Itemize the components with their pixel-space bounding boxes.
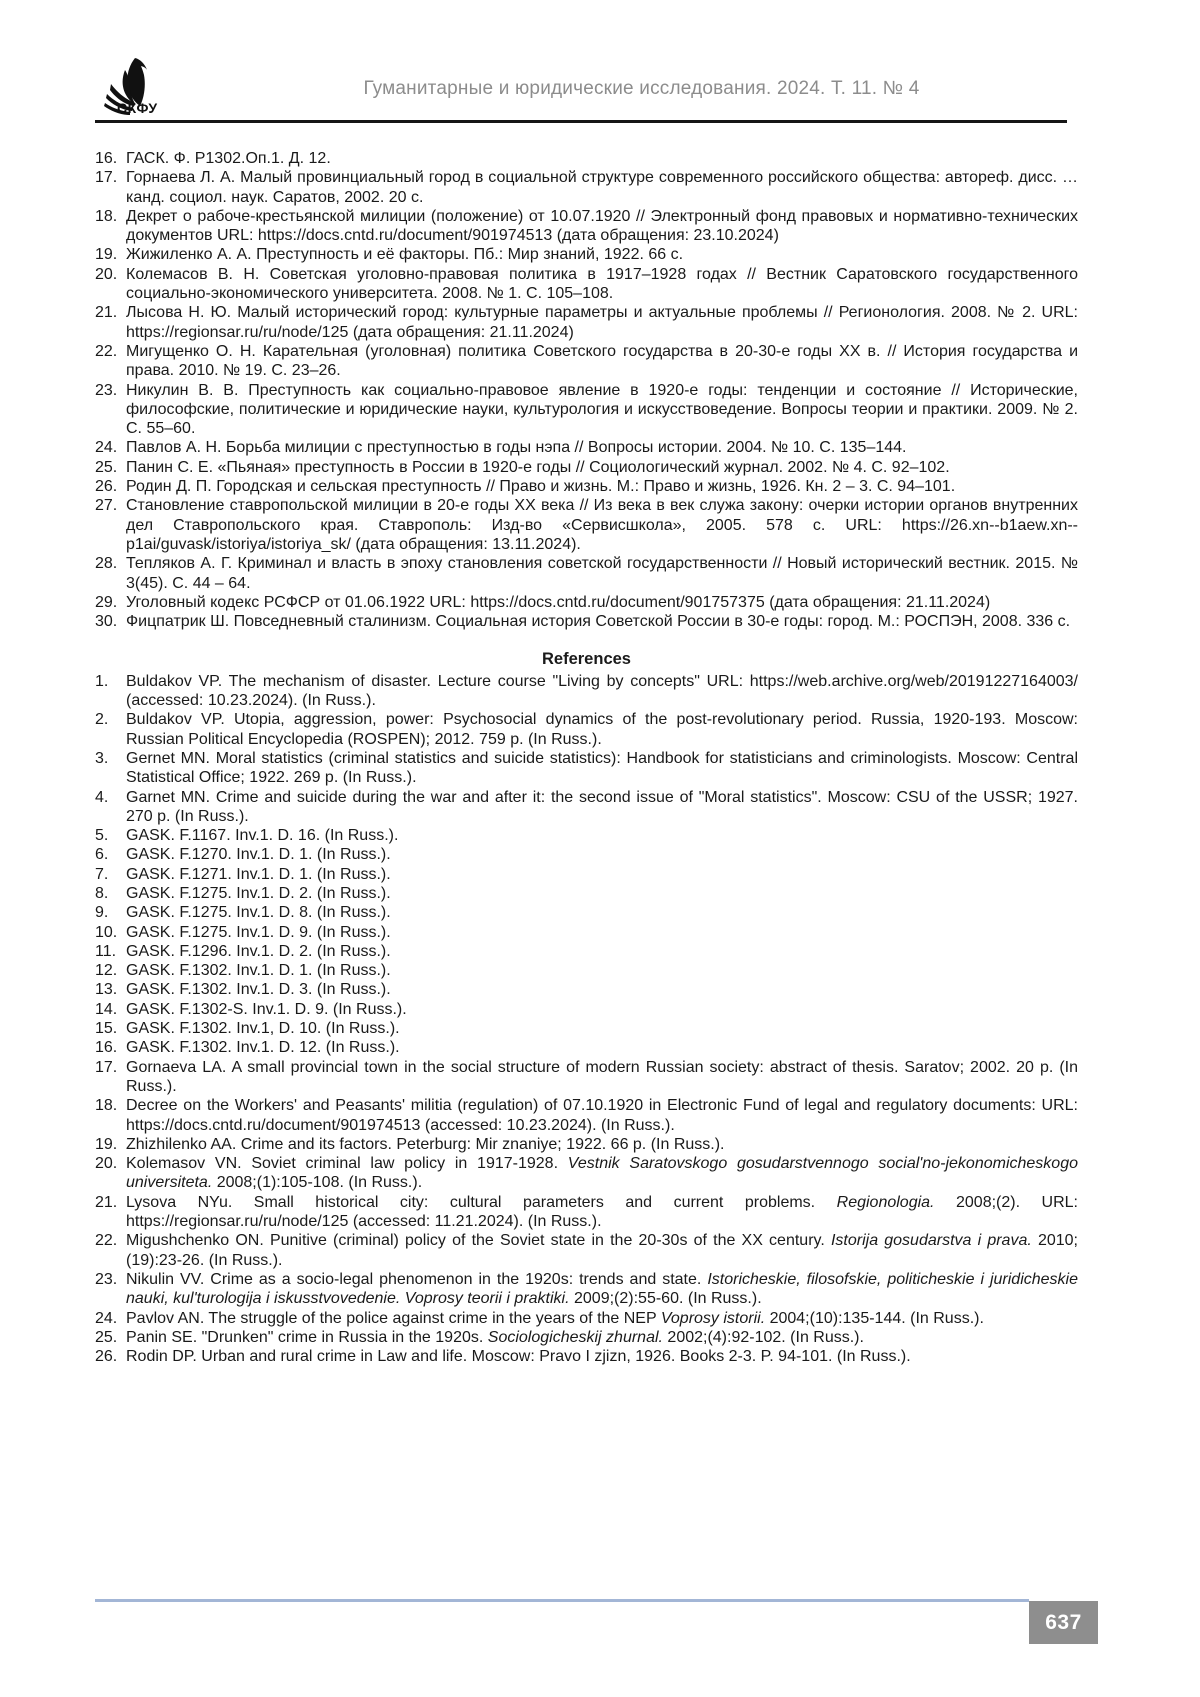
reference-item	[95, 749, 1078, 788]
item-number: 8.	[95, 884, 109, 902]
item-text	[126, 303, 1078, 342]
logo-text: СКФУ	[117, 100, 158, 116]
text-segment: Zhizhilenko AA. Crime and its factors. Peterburg: Mir znaniye; 1922. 66 p. (In Russ.).	[126, 1135, 725, 1153]
item-text	[126, 245, 1078, 264]
text-segment: Gornaeva LA. A small provincial town in the social structure of modern Russian society: abstract of thesis. Saratov; 2002. 20 p. (In Russ.).	[126, 1058, 1078, 1095]
text-segment: 2008;(2). URL: https://regionsar.ru/ru/node/125 (accessed: 11.21.2024). (In Russ.).	[126, 1193, 1078, 1231]
item-number: 19.	[95, 1135, 118, 1153]
item-text	[126, 1096, 1078, 1135]
item-text	[126, 477, 1078, 496]
text-segment: Павлов А. Н. Борьба милиции с преступностью в годы нэпа // Вопросы истории. 2004. № 10. С. 135–144.	[126, 439, 907, 457]
text-segment: GASK. F.1275. Inv.1. D. 8. (In Russ.).	[126, 904, 391, 922]
reference-item	[95, 496, 1078, 554]
item-number: 1.	[95, 672, 109, 690]
item-number: 20.	[95, 1155, 118, 1173]
reference-item	[95, 593, 1078, 612]
reference-item	[95, 788, 1078, 827]
item-number: 17.	[95, 169, 118, 187]
reference-item	[95, 942, 1078, 961]
reference-item	[95, 980, 1078, 999]
item-number: 6.	[95, 846, 109, 864]
text-segment: Garnet MN. Crime and suicide during the war and after it: the second issue of "Moral statistics". Moscow: CSU of the USSR; 1927. 270 p. (In Russ.).	[126, 788, 1078, 825]
page-number: 637	[1045, 1610, 1082, 1634]
item-text	[126, 826, 1078, 845]
item-number: 23.	[95, 1270, 118, 1288]
text-segment: 2009;(2):55-60. (In Russ.).	[569, 1290, 762, 1308]
journal-name-italic: Sociologicheskij zhurnal.	[487, 1328, 663, 1346]
item-number: 28.	[95, 555, 118, 573]
item-text	[126, 865, 1078, 884]
item-number: 7.	[95, 865, 109, 883]
item-text	[126, 593, 1078, 612]
text-segment: GASK. F.1270. Inv.1. D. 1. (In Russ.).	[126, 846, 391, 864]
text-segment: Лысова Н. Ю. Малый исторический город: культурные параметры и актуальные проблемы // Регионология. 2008. № 2. URL: https://regionsar.ru/ru/node/125 (дата обращения: 21.11.2024)	[126, 304, 1078, 341]
item-text	[126, 612, 1078, 631]
text-segment: GASK. F.1302. Inv.1. D. 12. (In Russ.).	[126, 1039, 400, 1057]
item-text	[126, 1309, 1078, 1328]
item-number: 21.	[95, 1193, 118, 1211]
reference-item	[95, 342, 1078, 381]
item-number: 19.	[95, 246, 118, 264]
item-number: 25.	[95, 1328, 118, 1346]
text-segment: GASK. F.1302-S. Inv.1. D. 9. (In Russ.).	[126, 1000, 407, 1018]
reference-item	[95, 884, 1078, 903]
item-number: 15.	[95, 1020, 118, 1038]
reference-item	[95, 672, 1078, 711]
item-text	[126, 265, 1078, 304]
text-segment: Buldakov VP. Utopia, aggression, power: Psychosocial dynamics of the post-revolutionary period. Russia, 1920-193. Moscow: Russian Political Encyclopedia (ROSPEN); 2012. 759 p. (In Russ.).	[126, 711, 1078, 748]
footer-divider	[95, 1599, 1029, 1602]
header-divider	[95, 120, 1067, 123]
reference-item	[95, 207, 1078, 246]
text-segment: Декрет о рабоче-крестьянской милиции (положение) от 10.07.1920 // Электронный фонд правовых и нормативно-технических документов URL: https://docs.cntd.ru/document/901974513 (дата обращения: 23.10.2024)	[126, 207, 1078, 245]
text-segment: GASK. F.1167. Inv.1. D. 16. (In Russ.).	[126, 827, 399, 845]
item-number: 12.	[95, 962, 118, 980]
item-text	[126, 1270, 1078, 1309]
reference-item	[95, 1328, 1078, 1347]
item-text	[126, 149, 1078, 168]
text-segment: GASK. F.1275. Inv.1. D. 2. (In Russ.).	[126, 884, 391, 902]
item-number: 4.	[95, 788, 109, 806]
reference-item	[95, 477, 1078, 496]
reference-item	[95, 265, 1078, 304]
reference-item	[95, 1193, 1078, 1232]
reference-item	[95, 1135, 1078, 1154]
russian-reference-list	[95, 149, 1078, 631]
item-text	[126, 845, 1078, 864]
item-text	[126, 1154, 1078, 1193]
text-segment: 2008;(1):105-108. (In Russ.).	[212, 1174, 423, 1192]
item-number: 14.	[95, 1000, 118, 1018]
item-text	[126, 749, 1078, 788]
text-segment: Уголовный кодекс РСФСР от 01.06.1922 URL: https://docs.cntd.ru/document/901757375 (дата обращения: 21.11.2024)	[126, 593, 991, 611]
item-number: 16.	[95, 150, 118, 167]
journal-title: Гуманитарные и юридические исследования. 2024. Т. 11. № 4	[363, 78, 920, 99]
reference-item	[95, 303, 1078, 342]
journal-name-italic: Regionologia.	[836, 1193, 935, 1211]
item-text	[126, 207, 1078, 246]
item-number: 22.	[95, 342, 118, 360]
text-segment: Buldakov VP. The mechanism of disaster. Lecture course "Living by concepts" URL: https://web.archive.org/web/20191227164003/ (accessed: 10.23.2024). (In Russ.).	[126, 672, 1078, 710]
reference-item	[95, 245, 1078, 264]
reference-item	[95, 903, 1078, 922]
item-text	[126, 554, 1078, 593]
item-number: 13.	[95, 981, 118, 999]
item-number: 3.	[95, 749, 109, 767]
reference-item	[95, 149, 1078, 168]
reference-item	[95, 1270, 1078, 1309]
item-number: 11.	[95, 942, 117, 960]
item-number: 18.	[95, 207, 118, 225]
item-text	[126, 381, 1078, 439]
reference-item	[95, 1058, 1078, 1097]
text-segment: 2004;(10):135-144. (In Russ.).	[765, 1309, 984, 1327]
reference-item	[95, 961, 1078, 980]
item-number: 23.	[95, 381, 118, 399]
reference-item	[95, 381, 1078, 439]
reference-item	[95, 1154, 1078, 1193]
item-text	[126, 1193, 1078, 1232]
reference-item	[95, 865, 1078, 884]
text-segment: GASK. F.1302. Inv.1. D. 1. (In Russ.).	[126, 962, 391, 980]
item-text	[126, 1038, 1078, 1057]
text-segment: Панин С. Е. «Пьяная» преступность в России в 1920-е годы // Социологический журнал. 2002. № 4. С. 92–102.	[126, 458, 950, 476]
reference-item	[95, 168, 1078, 207]
item-text	[126, 1135, 1078, 1154]
text-segment: Kolemasov VN. Soviet criminal law policy in 1917-1928.	[126, 1155, 568, 1173]
item-number: 24.	[95, 1309, 118, 1327]
item-number: 24.	[95, 439, 118, 457]
reference-item	[95, 612, 1078, 631]
item-number: 5.	[95, 827, 109, 845]
references-heading: References	[542, 650, 631, 669]
item-text	[126, 1058, 1078, 1097]
text-segment: ГАСК. Ф. Р1302.Оп.1. Д. 12.	[126, 150, 331, 167]
text-segment: Мигущенко О. Н. Карательная (уголовная) политика Советского государства в 20-30-е годы XX в. // История государства и права. 2010. № 19. С. 23–26.	[126, 342, 1078, 380]
item-number: 18.	[95, 1097, 118, 1115]
item-text	[126, 672, 1078, 711]
journal-name-italic: Istoricheskie, filosofskie, politicheskie i juridicheskie nauki, kul'turologija i iskusstvovedenie. Voprosy teorii i praktiki.	[126, 1270, 1079, 1308]
item-text	[126, 980, 1078, 999]
text-segment: Nikulin VV. Crime as a socio-legal phenomenon in the 1920s: trends and state.	[126, 1270, 708, 1288]
text-segment: Горнаева Л. А. Малый провинциальный город в социальной структуре современного российского общества: автореф. дисс. … канд. социол. наук. Саратов, 2002. 20 с.	[126, 169, 1078, 206]
item-text	[126, 884, 1078, 903]
reference-item	[95, 1019, 1078, 1038]
page-number-badge	[1029, 1601, 1098, 1644]
text-segment: Жижиленко А. А. Преступность и её факторы. Пб.: Мир знаний, 1922. 66 с.	[126, 246, 684, 264]
text-segment: Gernet MN. Moral statistics (criminal statistics and suicide statistics): Handbook for statisticians and criminologists. Moscow: Central Statistical Office; 1922. 269 p. (In Russ.).	[126, 749, 1078, 787]
text-segment: Lysova NYu. Small historical city: cultural parameters and current problems.	[126, 1193, 837, 1211]
text-segment: Фицпатрик Ш. Повседневный сталинизм. Социальная история Советской России в 30-е годы: город. М.: РОСПЭН, 2008. 336 с.	[126, 613, 1071, 631]
text-segment: GASK. F.1302. Inv.1, D. 10. (In Russ.).	[126, 1020, 400, 1038]
reference-item	[95, 458, 1078, 477]
item-text	[126, 1000, 1078, 1019]
text-segment: Pavlov AN. The struggle of the police against crime in the years of the NEP	[126, 1309, 661, 1327]
text-segment: Тепляков А. Г. Криминал и власть в эпоху становления советской государственности // Новый исторический вестник. 2015. № 3(45). С. 44 – 64.	[126, 555, 1078, 592]
item-text	[126, 458, 1078, 477]
item-number: 22.	[95, 1232, 118, 1250]
item-number: 10.	[95, 923, 118, 941]
item-text	[126, 710, 1078, 749]
item-text	[126, 496, 1078, 554]
text-segment: GASK. F.1275. Inv.1. D. 9. (In Russ.).	[126, 923, 391, 941]
reference-item	[95, 1309, 1078, 1328]
item-text	[126, 1231, 1078, 1270]
english-reference-list	[95, 672, 1078, 1367]
text-segment: GASK. F.1296. Inv.1. D. 2. (In Russ.).	[126, 942, 391, 960]
reference-item	[95, 554, 1078, 593]
item-text	[126, 961, 1078, 980]
reference-item	[95, 1038, 1078, 1057]
item-text	[126, 438, 1078, 457]
item-text	[126, 1328, 1078, 1347]
item-number: 26.	[95, 1348, 118, 1366]
item-number: 21.	[95, 304, 118, 322]
item-text	[126, 903, 1078, 922]
page-header	[95, 56, 1078, 120]
item-text	[126, 1019, 1078, 1038]
text-segment: Становление ставропольской милиции в 20-е годы XX века // Из века в век служа закону: очерки истории органов внутренних дел Ставропольского края. Ставрополь: Изд-во «Сервисшкола», 2005. 578 с. URL: https://26.xn--b1aew.xn--p1ai/guvask/istoriya/istoriya_sk/ (дата обращения: 13.11.2024).	[126, 497, 1078, 553]
text-segment: Migushchenko ON. Punitive (criminal) policy of the Soviet state in the 20-30s of the XX century.	[126, 1232, 831, 1250]
text-segment: Rodin DP. Urban and rural crime in Law and life. Moscow: Pravo I zjizn, 1926. Books 2-3. P. 94-101. (In Russ.).	[126, 1348, 911, 1366]
text-segment: GASK. F.1271. Inv.1. D. 1. (In Russ.).	[126, 865, 391, 883]
references-content	[95, 149, 1078, 1366]
reference-item	[95, 710, 1078, 749]
item-text	[126, 942, 1078, 961]
item-number: 26.	[95, 478, 118, 496]
text-segment: Колемасов В. Н. Советская уголовно-правовая политика в 1917–1928 годах // Вестник Саратовского государственного социально-экономического университета. 2008. № 1. С. 105–108.	[126, 265, 1078, 303]
item-number: 17.	[95, 1058, 118, 1076]
item-number: 29.	[95, 593, 118, 611]
text-segment: 2002;(4):92-102. (In Russ.).	[662, 1328, 864, 1346]
item-number: 2.	[95, 711, 109, 729]
item-text	[126, 788, 1078, 827]
text-segment: 2010;(19):23-26. (In Russ.).	[126, 1232, 1079, 1269]
item-number: 30.	[95, 613, 118, 631]
item-number: 20.	[95, 265, 118, 283]
item-text	[126, 342, 1078, 381]
text-segment: Panin SE. "Drunken" crime in Russia in the 1920s.	[126, 1328, 488, 1346]
item-number: 16.	[95, 1039, 118, 1057]
reference-item	[95, 845, 1078, 864]
item-text	[126, 1347, 1078, 1366]
text-segment: Decree on the Workers' and Peasants' militia (regulation) of 07.10.1920 in Electronic Fund of legal and regulatory documents: URL: https://docs.cntd.ru/document/901974513 (accessed: 10.23.2024). (In Russ.).	[126, 1097, 1078, 1134]
text-segment: Родин Д. П. Городская и сельская преступность // Право и жизнь. М.: Право и жизнь, 1926. Кн. 2 – 3. С. 94–101.	[126, 478, 956, 496]
reference-item	[95, 1000, 1078, 1019]
reference-item	[95, 1347, 1078, 1366]
reference-item	[95, 1096, 1078, 1135]
item-number: 25.	[95, 458, 118, 476]
item-number: 27.	[95, 497, 118, 515]
reference-item	[95, 438, 1078, 457]
journal-name-italic: Istorija gosudarstva i prava.	[830, 1232, 1032, 1250]
journal-name-italic: Voprosy istorii.	[660, 1309, 766, 1327]
text-segment: Никулин В. В. Преступность как социально-правовое явление в 1920-е годы: тенденции и состояние // Исторические, философские, политические и юридические науки, культурология и искусствоведение. Вопросы теории и практики. 2009. № 2. С. 55–60.	[126, 381, 1078, 438]
reference-item	[95, 826, 1078, 845]
item-number: 9.	[95, 904, 109, 922]
reference-item	[95, 923, 1078, 942]
journal-name-italic: Vestnik Saratovskogo gosudarstvennogo social'no-jekonomicheskogo universiteta.	[126, 1155, 1079, 1192]
item-text	[126, 168, 1078, 207]
item-text	[126, 923, 1078, 942]
reference-item	[95, 1231, 1078, 1270]
text-segment: GASK. F.1302. Inv.1. D. 3. (In Russ.).	[126, 981, 391, 999]
